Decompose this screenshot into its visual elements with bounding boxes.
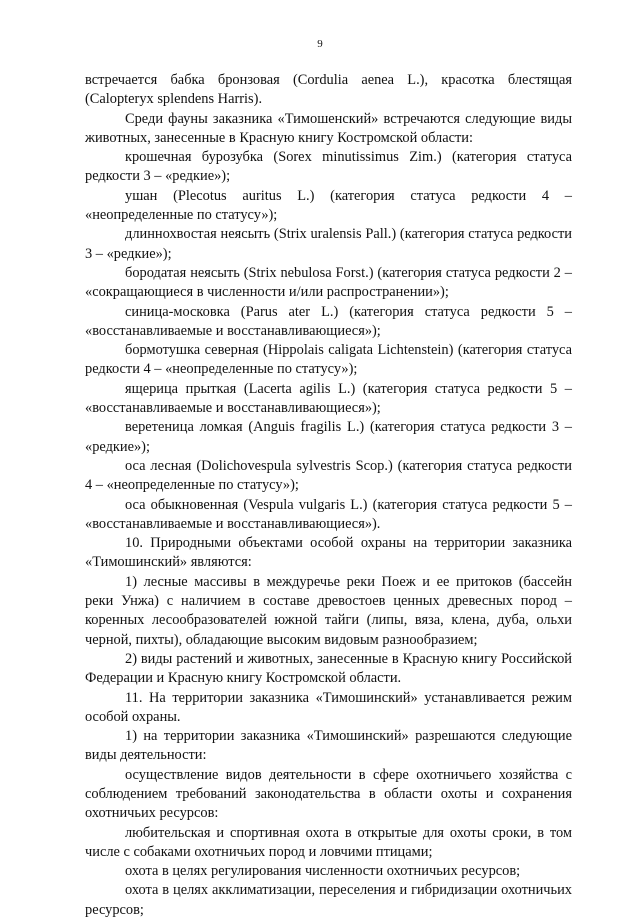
- list-item-species: бородатая неясыть (Strix nebulosa Forst.) (категория статуса редкости 2 – «сокращающиеся в численности и/или распространении»);: [85, 264, 572, 301]
- list-item-species: оса обыкновенная (Vespula vulgaris L.) (категория статуса редкости 5 – «восстанавливаемые и восстанавливающиеся»).: [85, 496, 572, 532]
- list-item-species: крошечная бурозубка (Sorex minutissimus Zim.) (категория статуса редкости 3 – «редкие»);: [85, 149, 572, 185]
- list-item-protected-object: 2) виды растений и животных, занесенные в Красную книгу Российской Федерации и Красную книгу Костромской области.: [85, 650, 572, 687]
- page-number: 9: [317, 38, 323, 50]
- list-item-activity: любительская и спортивная охота в открытые для охоты сроки, в том числе с собаками охотничьих пород и ловчими птицами;: [85, 824, 572, 860]
- list-item-species: ушан (Plecotus auritus L.) (категория статуса редкости 4 – «неопределенные по статусу»);: [85, 187, 572, 224]
- list-item-activity: осуществление видов деятельности в сфере охотничьего хозяйства с соблюдением требований законодательства в области охоты и сохранения охотничьих ресурсов:: [85, 766, 572, 822]
- list-item-permitted: 1) на территории заказника «Тимошинский» разрешаются следующие виды деятельности:: [85, 728, 572, 764]
- list-item-species: веретеница ломкая (Anguis fragilis L.) (категория статуса редкости 3 – «редкие»);: [85, 419, 572, 455]
- list-item-protected-object: 1) лесные массивы в междуречье реки Поеж и ее притоков (бассейн реки Унжа) с наличием в составе древостоев ценных древесных пород – коренных лесообразователей южной тайги (липы, вяза, клена, дуба, ольхи черной, пихты), обладающие высоким видовым разнообразием;: [85, 573, 572, 648]
- paragraph-continuation: встречается бабка бронзовая (Cordulia aenea L.), красотка блестящая (Calopteryx splendens Harris).: [85, 72, 572, 108]
- list-item-species: оса лесная (Dolichovespula sylvestris Scop.) (категория статуса редкости 4 – «неопределенные по статусу»);: [85, 457, 572, 494]
- list-item-species: бормотушка северная (Hippolais caligata Lichtenstein) (категория статуса редкости 4 – «неопределенные по статусу»);: [85, 342, 572, 378]
- section-10-heading: 10. Природными объектами особой охраны на территории заказника «Тимошинский» являются:: [85, 535, 572, 571]
- section-11-heading: 11. На территории заказника «Тимошинский» устанавливается режим особой охраны.: [85, 689, 572, 725]
- list-item-activity: охота в целях акклиматизации, переселения и гибридизации охотничьих ресурсов;: [85, 882, 572, 918]
- list-item-activity: охота в целях регулирования численности охотничьих ресурсов;: [125, 863, 521, 880]
- list-item-species: ящерица прыткая (Lacerta agilis L.) (категория статуса редкости 5 – «восстанавливаемые и восстанавливающиеся»);: [85, 380, 572, 417]
- list-item-species: синица-московка (Parus ater L.) (категория статуса редкости 5 – «восстанавливаемые и восстанавливающиеся»);: [85, 303, 572, 339]
- paragraph-fauna-intro: Среди фауны заказника «Тимошенский» встречаются следующие виды животных, занесенные в Красную книгу Костромской области:: [85, 110, 572, 146]
- document-body: [85, 71, 572, 920]
- list-item-species: длиннохвостая неясыть (Strix uralensis Pall.) (категория статуса редкости 3 – «редкие»);: [85, 226, 572, 262]
